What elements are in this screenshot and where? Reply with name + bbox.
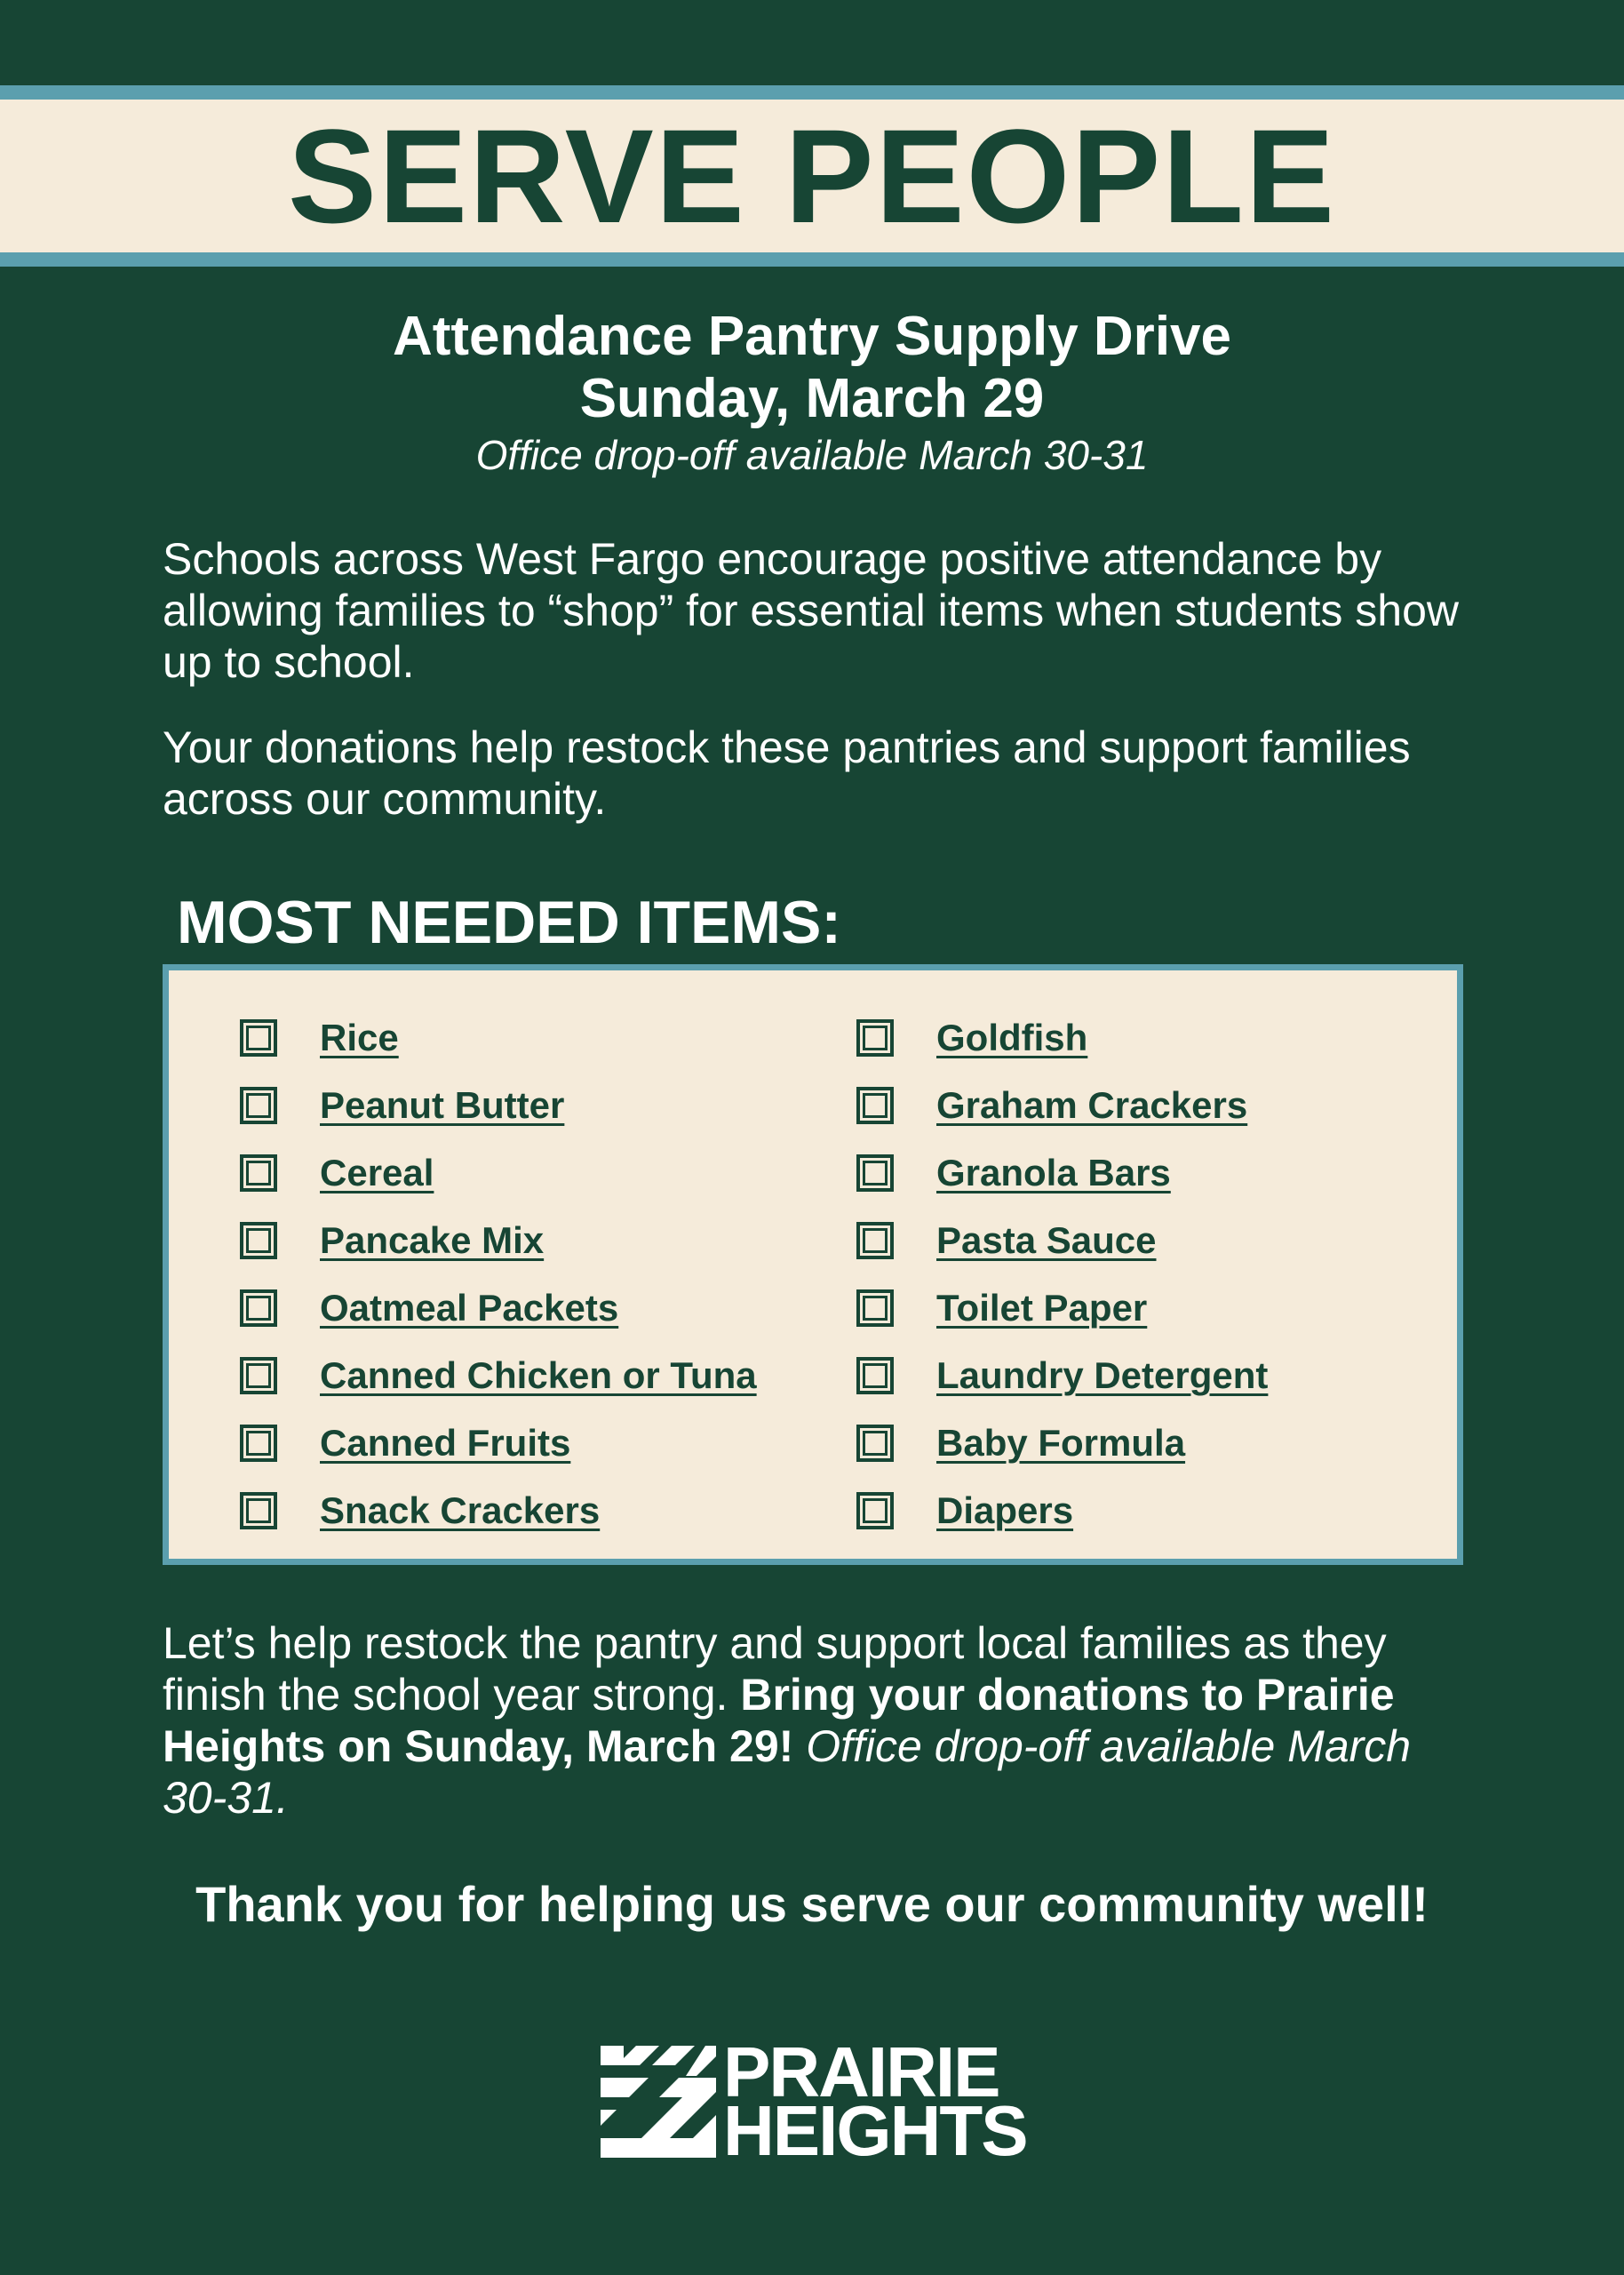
closing-paragraph [163,1617,1477,1824]
checkbox[interactable] [856,1087,894,1124]
item-label: Granola Bars [936,1152,1171,1193]
item-label: Rice [320,1017,399,1058]
event-date: Sunday, March 29 [579,368,1045,429]
item-label: Baby Formula [936,1422,1186,1464]
logo-line: PRAIRIE [723,2032,999,2111]
prairie-heights-logo [601,2032,1027,2170]
checkbox[interactable] [856,1154,894,1192]
banner-bottom-stripe [0,252,1624,267]
closing-text: Let’s help restock the pantry and support local families as they finish the school year strong. [163,1618,1387,1720]
checkbox[interactable] [856,1019,894,1057]
checklist-item[interactable] [856,1409,1461,1477]
checkbox[interactable] [856,1357,894,1394]
logo-wordmark [723,2032,1027,2170]
checklist-item[interactable] [240,1207,844,1274]
item-label: Oatmeal Packets [320,1287,619,1329]
checkbox[interactable] [240,1289,277,1327]
checklist-item[interactable] [240,1342,844,1409]
event-dropoff-note: Office drop-off available March 30-31 [475,432,1149,478]
item-label: Laundry Detergent [936,1354,1269,1396]
item-label: Toilet Paper [936,1287,1148,1329]
checkbox[interactable] [856,1222,894,1259]
checklist-item[interactable] [856,1342,1461,1409]
item-label: Snack Crackers [320,1489,601,1531]
logo-line: HEIGHTS [723,2091,1027,2170]
title-banner [0,100,1624,252]
checkbox[interactable] [240,1425,277,1462]
checklist-item[interactable] [240,1139,844,1207]
event-info [0,306,1624,480]
checkbox[interactable] [240,1154,277,1192]
checklist-item[interactable] [856,1072,1461,1139]
intro-paragraph: Your donations help restock these pantries and support families across our community. [163,722,1411,824]
item-label: Goldfish [936,1017,1088,1058]
checklist-item[interactable] [856,1207,1461,1274]
item-label: Graham Crackers [936,1084,1248,1126]
checkbox[interactable] [240,1222,277,1259]
checklist-item[interactable] [240,1409,844,1477]
banner-top-stripe [0,85,1624,100]
intro-text [163,533,1477,858]
checkbox[interactable] [240,1492,277,1529]
checklist-item[interactable] [240,1004,844,1072]
checkbox[interactable] [856,1492,894,1529]
checkbox[interactable] [240,1357,277,1394]
closing-bold-text: Bring your donations to Prairie Heights on Sunday, March 29! [163,1670,1395,1771]
items-column-left [240,1004,844,1545]
checkbox[interactable] [856,1425,894,1462]
items-checklist [163,964,1463,1565]
item-label: Peanut Butter [320,1084,565,1126]
checkbox[interactable] [240,1087,277,1124]
item-label: Canned Fruits [320,1422,571,1464]
closing-italic-text: Office drop-off available March 30-31. [163,1721,1412,1823]
event-title: Attendance Pantry Supply Drive [392,306,1232,367]
item-label: Diapers [936,1489,1074,1531]
checklist-item[interactable] [856,1004,1461,1072]
checklist-item[interactable] [240,1072,844,1139]
checklist-item[interactable] [856,1477,1461,1545]
items-heading: MOST NEEDED ITEMS: [177,889,842,956]
checkbox[interactable] [856,1289,894,1327]
item-label: Canned Chicken or Tuna [320,1354,757,1396]
intro-paragraph: Schools across West Fargo encourage positive attendance by allowing families to “shop” for essential items when students show up to school. [163,534,1460,687]
checklist-item[interactable] [856,1139,1461,1207]
checklist-item[interactable] [856,1274,1461,1342]
poster-title: SERVE PEOPLE [288,101,1336,251]
prairie-heights-stripes-icon [601,2044,716,2159]
items-column-right [856,1004,1461,1545]
item-label: Pancake Mix [320,1219,545,1261]
thank-you-message: Thank you for helping us serve our community well! [195,1876,1429,1932]
checkbox[interactable] [240,1019,277,1057]
item-label: Pasta Sauce [936,1219,1157,1261]
item-label: Cereal [320,1152,434,1193]
checklist-item[interactable] [240,1477,844,1545]
checklist-item[interactable] [240,1274,844,1342]
